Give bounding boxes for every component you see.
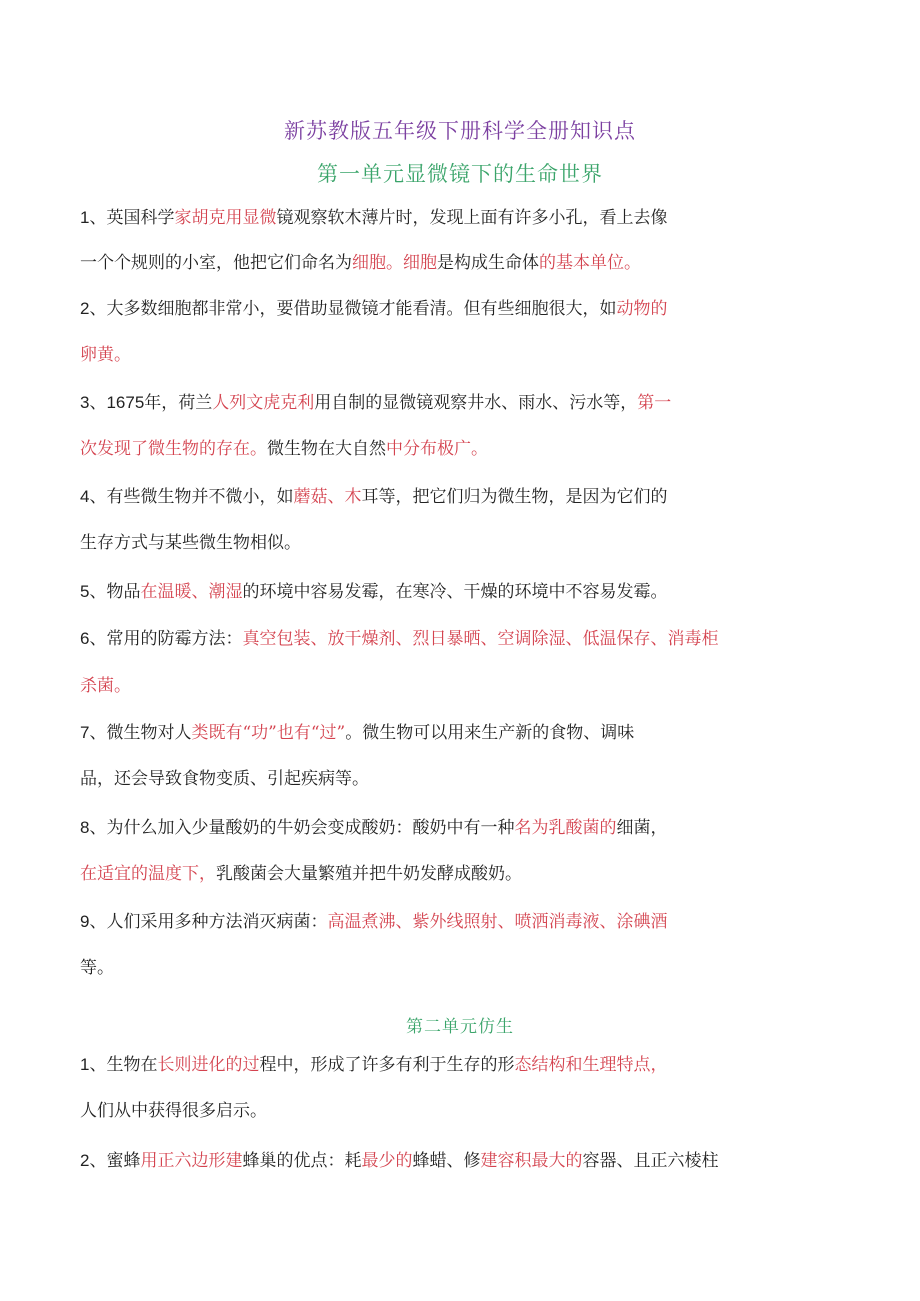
body-text: 乳酸菌会大量繁殖并把牛奶发酵成酸奶。: [216, 864, 522, 884]
body-text: 的环境中容易发霉，在寒冷、干燥的环境中不容易发霉。: [242, 582, 668, 602]
highlighted-text: 动物的: [616, 299, 668, 319]
body-text: 大多数细胞都非常小，要借助显微镜才能看清。但有些细胞很大，如: [106, 299, 617, 319]
paragraph-line: [80, 297, 667, 321]
highlighted-text: 第一: [637, 393, 672, 413]
body-text: 4、: [80, 487, 107, 506]
highlighted-text: 在温暖、潮湿: [140, 582, 243, 602]
paragraph-line: [80, 206, 667, 230]
body-text: 镜观察软木薄片时，发现上面有许多小孔，看上去像: [276, 208, 668, 228]
paragraph-line: [80, 391, 671, 415]
highlighted-text: 蘑菇、木: [293, 487, 362, 507]
highlighted-text: 次发现了微生物的存在。: [80, 439, 267, 459]
highlighted-text: 类既有“功”也有“过”: [191, 723, 346, 743]
highlighted-text: 在适宜的温度下，: [80, 864, 216, 884]
unit-1-heading: 第一单元显微镜下的生命世界: [317, 162, 603, 186]
body-text: 生物在: [106, 1055, 158, 1075]
highlighted-text: 建容积最大的: [480, 1151, 583, 1171]
unit-2-heading: 第二单元仿生: [406, 1017, 514, 1037]
body-text: 耳等，把它们归为微生物，是因为它们的: [361, 487, 668, 507]
body-text: 7、: [80, 723, 107, 742]
body-text: 为什么加入少量酸奶的牛奶会变成酸奶：酸奶中有一种: [106, 818, 515, 838]
body-text: 用自制的显微镜观察井水、雨水、污水等，: [314, 393, 638, 413]
paragraph-line: [80, 910, 667, 934]
paragraph-line: [80, 580, 667, 604]
body-text: 3、1675: [80, 393, 145, 412]
body-text: 6、: [80, 629, 107, 648]
body-text: 英国科学: [106, 208, 175, 228]
highlighted-text: 杀菌。: [80, 676, 131, 696]
body-text: 1、: [80, 208, 107, 227]
highlighted-text: 中分布极广。: [386, 439, 488, 459]
body-text: 蜜蜂: [106, 1151, 141, 1171]
highlighted-text: 细胞。细胞: [352, 253, 437, 273]
body-text: 蜂蜡、修: [412, 1151, 481, 1171]
body-text: 5、: [80, 582, 107, 601]
body-text: 是构成生命体: [437, 253, 539, 273]
highlighted-text: 最少的: [361, 1151, 413, 1171]
paragraph-line: [80, 956, 114, 980]
body-text: 生存方式与某些微生物相似。: [80, 533, 301, 553]
paragraph-line: [80, 627, 718, 651]
highlighted-text: 名为乳酸菌的: [514, 818, 617, 838]
highlighted-text: 卵黄。: [80, 345, 131, 365]
body-text: 容器、且正六棱柱: [582, 1151, 719, 1171]
paragraph-line: [80, 437, 488, 461]
body-text: 。微生物可以用来生产新的食物、调味: [345, 723, 635, 743]
highlighted-text: 高温煮沸、紫外线照射、喷洒消毒液、涂碘酒: [327, 912, 668, 932]
body-text: 有些微生物并不微小，如: [106, 487, 294, 507]
paragraph-line: [80, 531, 301, 555]
paragraph-line: [80, 674, 131, 698]
highlighted-text: 用正六边形建: [140, 1151, 243, 1171]
highlighted-text: 的基本单位。: [539, 253, 641, 273]
body-text: 程中，形成了许多有利于生存的形: [259, 1055, 515, 1075]
body-text: 微生物在大自然: [267, 439, 386, 459]
document-title: 新苏教版五年级下册科学全册知识点: [284, 119, 636, 143]
body-text: 人们从中获得很多启示。: [80, 1101, 267, 1121]
body-text: 微生物对人: [106, 723, 192, 743]
paragraph-line: [80, 816, 667, 840]
body-text: 物品: [106, 582, 141, 602]
body-text: 年，荷兰: [144, 393, 213, 413]
paragraph-line: [80, 862, 522, 886]
body-text: 9、: [80, 912, 107, 931]
body-text: 8、: [80, 818, 107, 837]
body-text: 品，还会导致食物变质、引起疾病等。: [80, 769, 369, 789]
highlighted-text: 真空包装、放干燥剂、烈日暴晒、空调除湿、低温保存、消毒柜: [242, 629, 719, 649]
paragraph-line: [80, 251, 641, 275]
body-text: 一个个规则的小室，他把它们命名为: [80, 253, 352, 273]
paragraph-line: [80, 721, 634, 745]
body-text: 2、: [80, 1151, 107, 1170]
highlighted-text: 人列文虎克利: [212, 393, 315, 413]
body-text: 1、: [80, 1055, 107, 1074]
body-text: 细菌，: [616, 818, 668, 838]
highlighted-text: 长则进化的过: [157, 1055, 260, 1075]
paragraph-line: [80, 1053, 667, 1077]
body-text: 蜂巢的优点：耗: [242, 1151, 362, 1171]
highlighted-text: 家胡克用显微: [174, 208, 277, 228]
paragraph-line: [80, 767, 369, 791]
body-text: 2、: [80, 299, 107, 318]
paragraph-line: [80, 485, 667, 509]
body-text: 等。: [80, 958, 114, 978]
body-text: 常用的防霉方法：: [106, 629, 243, 649]
paragraph-line: [80, 1099, 267, 1123]
body-text: 人们采用多种方法消灭病菌：: [106, 912, 328, 932]
highlighted-text: 态结构和生理特点，: [514, 1055, 668, 1075]
paragraph-line: [80, 1149, 718, 1173]
paragraph-line: [80, 343, 131, 367]
